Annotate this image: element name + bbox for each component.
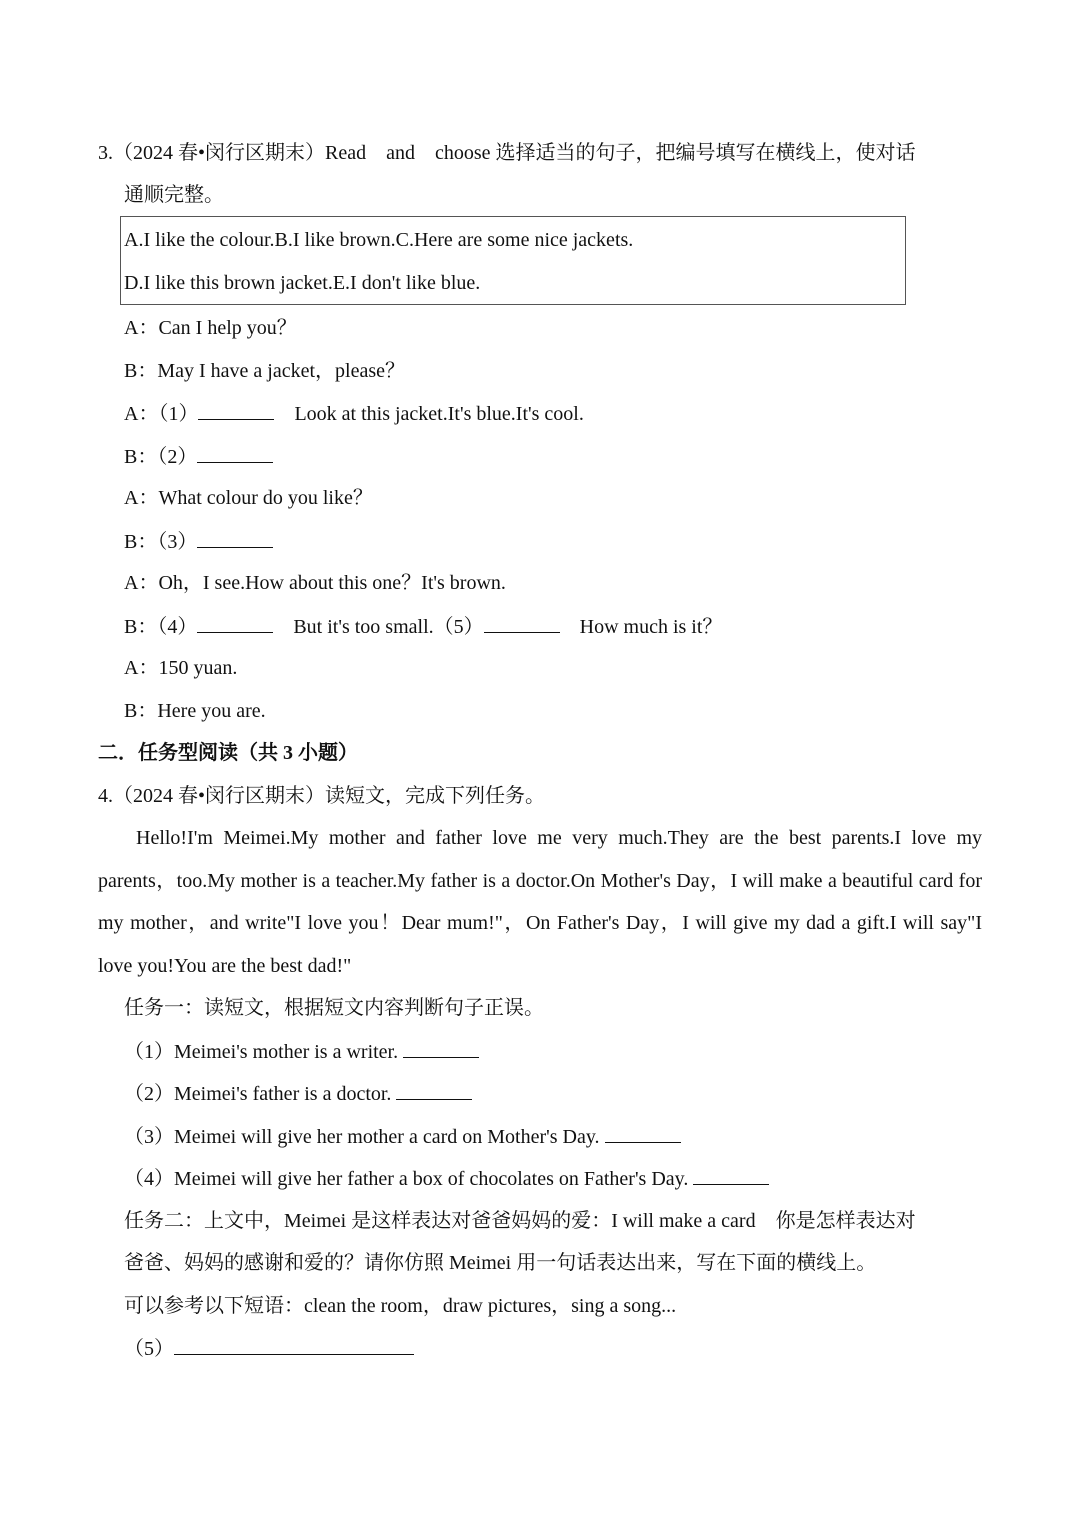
speaker-label: B：	[124, 446, 158, 468]
answer-blank-1[interactable]	[198, 399, 274, 420]
task2-line1: 任务二：上文中，Meimei 是这样表达对爸爸妈妈的爱：I will make a card 你是怎样表达对	[124, 1210, 916, 1232]
q4-header: 4.（2024 春•闵行区期末）读短文，完成下列任务。	[98, 785, 546, 807]
task-item-text: （3）Meimei will give her mother a card on Mother's Day.	[124, 1126, 605, 1148]
blank-number: （4）	[157, 616, 198, 638]
task-item-text: （2）Meimei's father is a doctor.	[124, 1083, 397, 1105]
speaker-label: A：	[124, 487, 159, 509]
task2-hint: 可以参考以下短语：clean the room，draw pictures，sing a song...	[124, 1295, 677, 1317]
dialogue-line-6	[124, 527, 273, 555]
dialogue-text: What colour do you like？	[158, 487, 373, 509]
task2-item-5	[124, 1334, 414, 1362]
dialogue-text: Oh，I see.How about this one？It's brown.	[158, 572, 506, 594]
dialogue-text: How much is it？	[559, 616, 723, 638]
answer-blank-3[interactable]	[197, 527, 273, 548]
speaker-label: B：	[124, 531, 158, 553]
section-title: 二．任务型阅读（共 3 小题）	[98, 742, 358, 764]
q4-passage: Hello!I'm Meimei.My mother and father love me very much.They are the best parents.I love my parents，too.My mother is a teacher.My father is a doctor.On Mother's Day，I will make a beautiful card for my mother，and write"I love you！Dear mum!"，On Father's Day，I will give my dad a gift.I will say"I love you!You are the best dad!"	[98, 827, 982, 978]
speaker-label: B：	[124, 360, 158, 382]
q3-header-line1: 3.（2024 春•闵行区期末）Read and choose 选择适当的句子，把编号填写在横线上，使对话	[98, 142, 916, 164]
speaker-label: B：	[124, 616, 158, 638]
dialogue-line-8	[124, 612, 722, 640]
answer-blank-t4[interactable]	[693, 1164, 769, 1185]
dialogue-line-9	[124, 654, 237, 682]
dialogue-line-1	[124, 314, 297, 342]
dialogue-text: 150 yuan.	[158, 657, 238, 679]
q3-options-line1: A.I like the colour.B.I like brown.C.Here are some nice jackets.	[124, 229, 634, 251]
dialogue-line-5	[124, 484, 373, 512]
answer-blank-4[interactable]	[197, 612, 273, 633]
answer-blank-t3[interactable]	[605, 1122, 681, 1143]
dialogue-line-3	[124, 399, 584, 427]
answer-blank-t1[interactable]	[403, 1037, 479, 1058]
answer-blank-2[interactable]	[197, 442, 273, 463]
dialogue-line-4	[124, 442, 273, 470]
task1-item-4	[124, 1164, 769, 1192]
dialogue-text: Can I help you？	[158, 317, 297, 339]
blank-number: （2）	[157, 446, 198, 468]
task1-item-1	[124, 1037, 479, 1065]
answer-blank-5[interactable]	[484, 612, 560, 633]
blank-number: （1）	[158, 403, 199, 425]
dialogue-text: May I have a jacket，please？	[157, 360, 406, 382]
speaker-label: A：	[124, 403, 159, 425]
dialogue-text: Look at this jacket.It's blue.It's cool.	[274, 403, 584, 425]
task-item-text: （4）Meimei will give her father a box of chocolates on Father's Day.	[124, 1168, 694, 1190]
task1-item-2	[124, 1079, 472, 1107]
dialogue-line-7	[124, 569, 506, 597]
q3-header-line2: 通顺完整。	[124, 184, 224, 206]
dialogue-text: But it's too small.（5）	[273, 616, 484, 638]
task2-line2: 爸爸、妈妈的感谢和爱的？请你仿照 Meimei 用一句话表达出来，写在下面的横线上。	[124, 1252, 877, 1274]
q3-options-line2: D.I like this brown jacket.E.I don't like blue.	[124, 272, 481, 294]
task-item-number: （5）	[124, 1338, 174, 1360]
task-item-text: （1）Meimei's mother is a writer.	[124, 1041, 404, 1063]
speaker-label: A：	[124, 657, 159, 679]
answer-blank-t5[interactable]	[174, 1334, 414, 1355]
speaker-label: A：	[124, 572, 159, 594]
task1-item-3	[124, 1122, 681, 1150]
dialogue-text: Here you are.	[157, 700, 266, 722]
task1-title: 任务一：读短文，根据短文内容判断句子正误。	[124, 997, 544, 1019]
dialogue-line-2	[124, 357, 405, 385]
answer-blank-t2[interactable]	[396, 1079, 472, 1100]
blank-number: （3）	[157, 531, 198, 553]
speaker-label: B：	[124, 700, 158, 722]
dialogue-line-10	[124, 697, 266, 725]
speaker-label: A：	[124, 317, 159, 339]
